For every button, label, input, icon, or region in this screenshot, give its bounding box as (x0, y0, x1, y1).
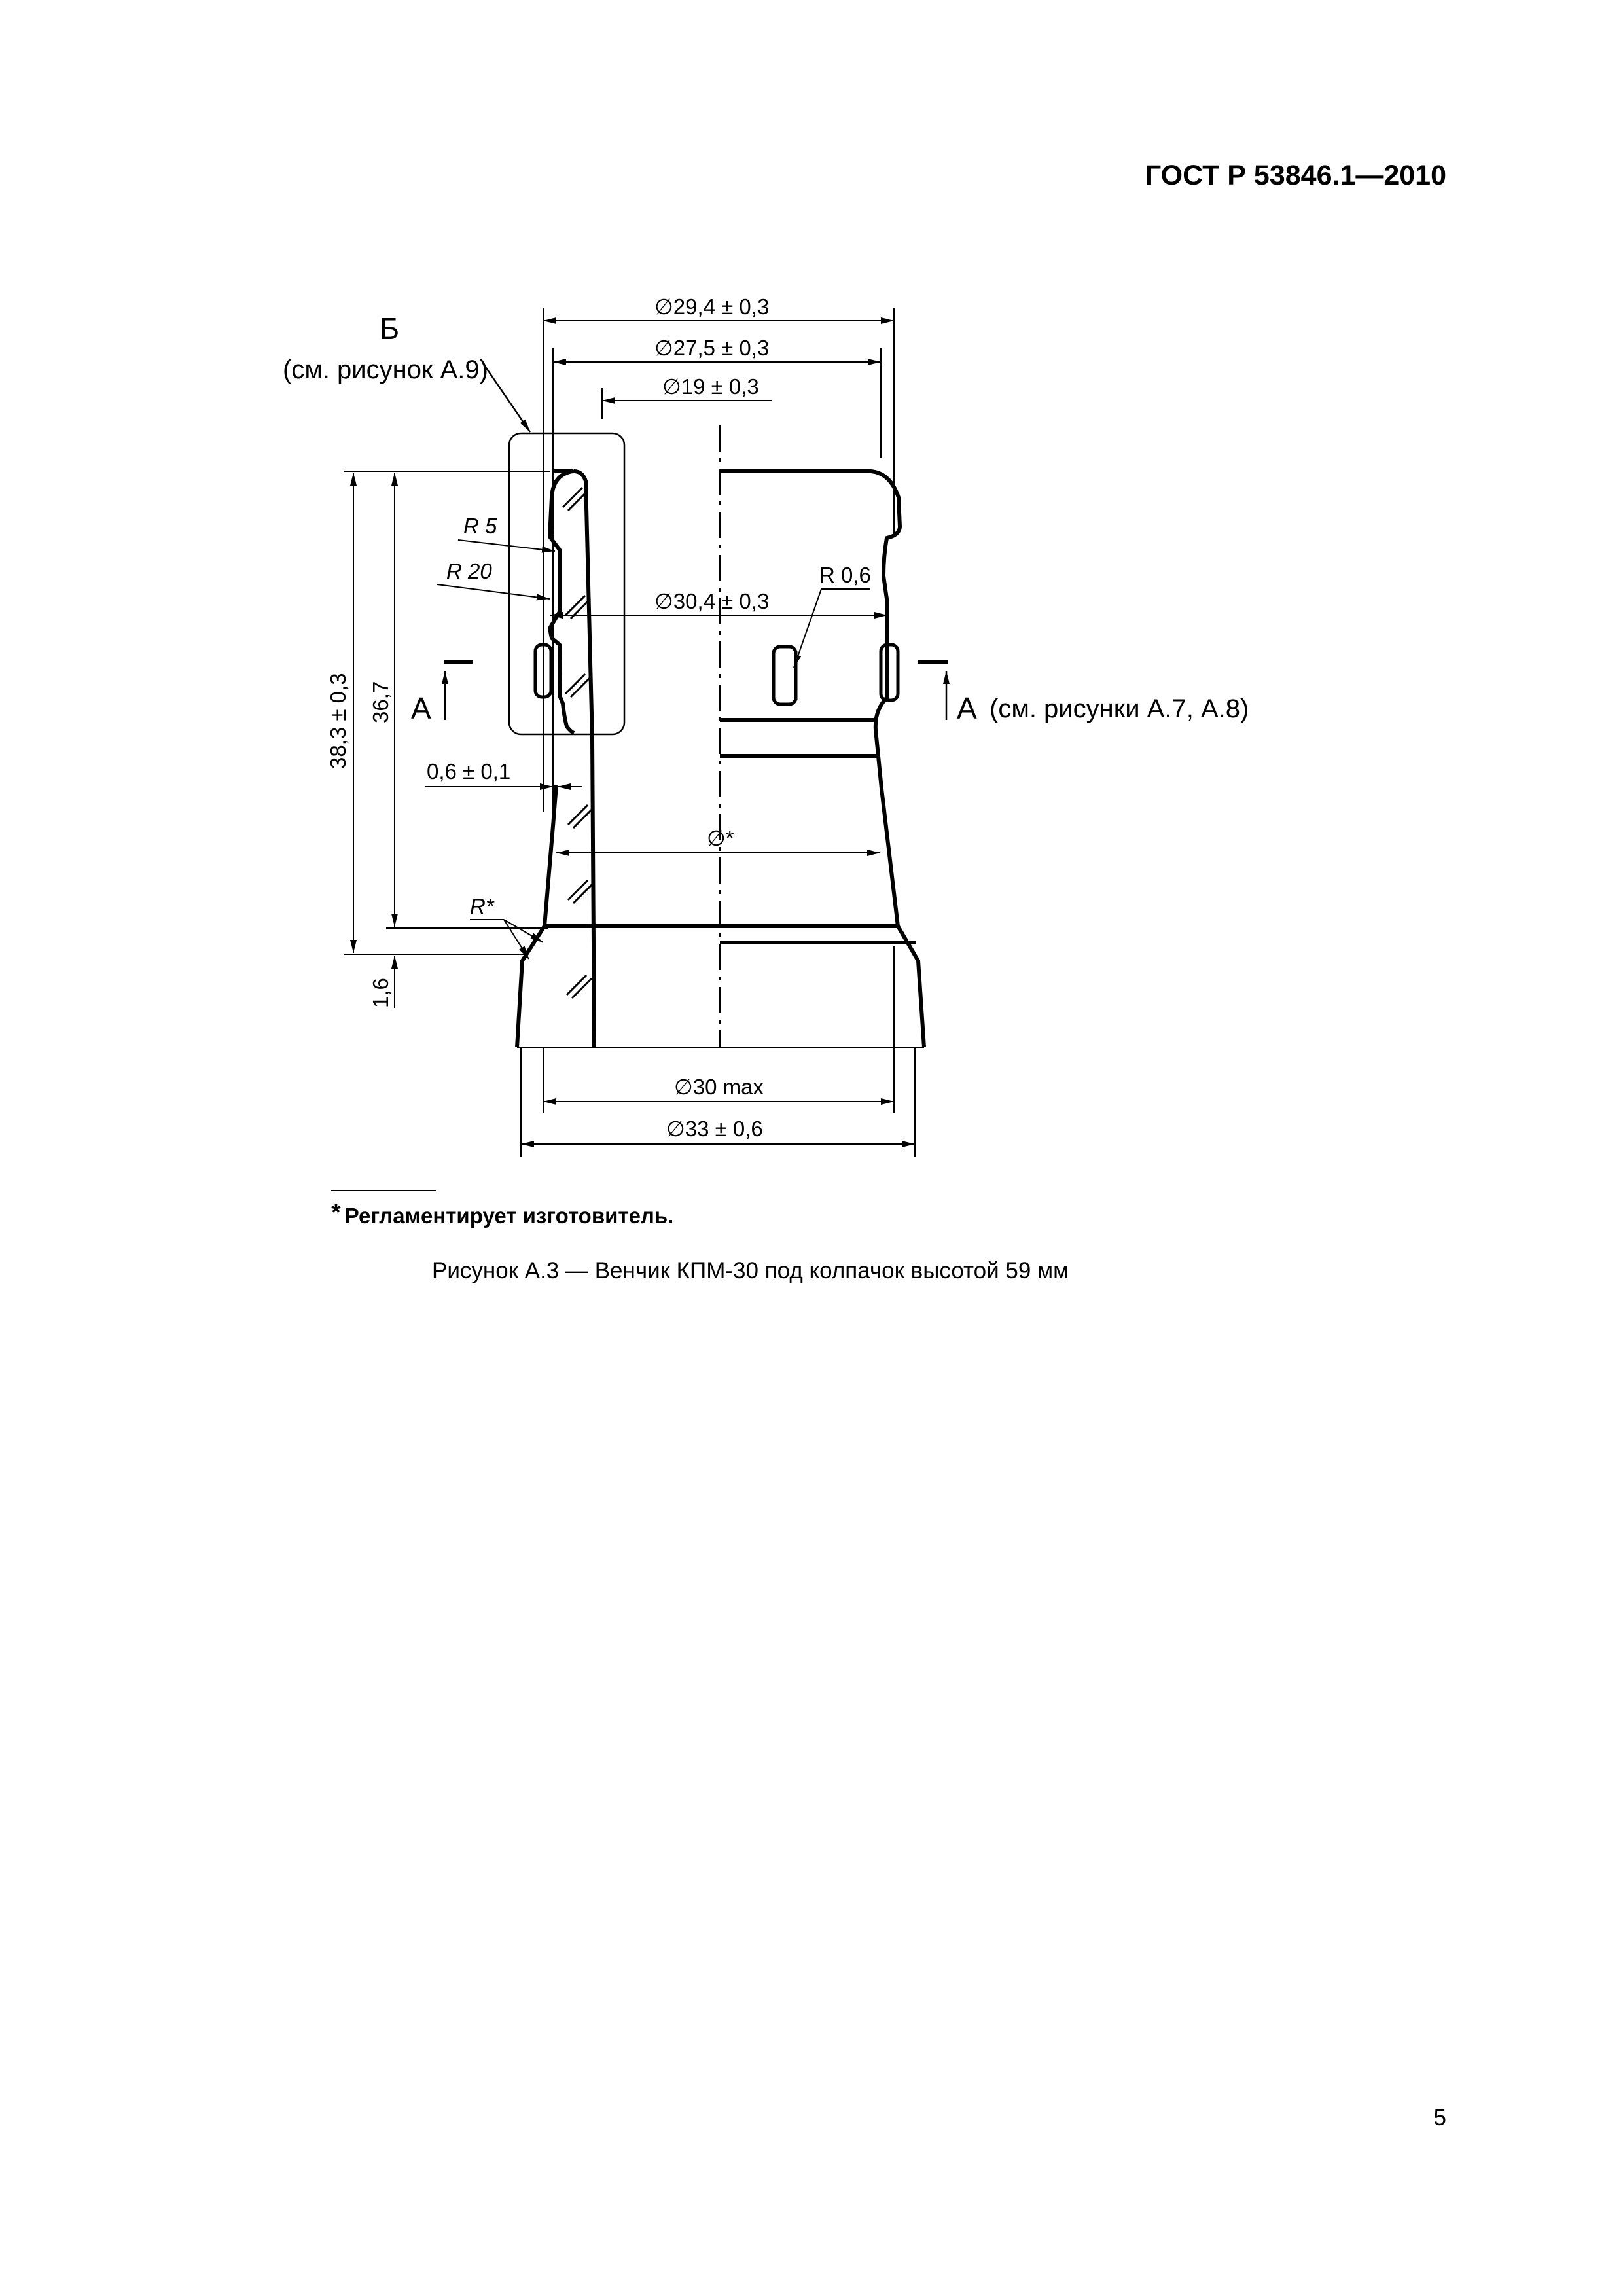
figure-caption: Рисунок А.3 — Венчик КПМ-30 под колпачок высотой 59 мм (432, 1258, 1069, 1283)
page-number: 5 (1433, 2105, 1446, 2130)
section-label-left: А (411, 691, 431, 725)
view-b-reference: (см. рисунок А.9) (283, 355, 488, 384)
dim-r5: R 5 (463, 514, 497, 538)
detail-b-frame (509, 433, 624, 734)
dim-r20: R 20 (446, 559, 492, 583)
footnote (331, 1199, 673, 1229)
section-marker-right (918, 662, 948, 720)
section-marker-left (444, 662, 473, 720)
dim-d30-4: ∅30,4 ± 0,3 (654, 589, 770, 613)
footnote-text: Регламентирует изготовитель. (344, 1204, 674, 1228)
dim-r0-6: R 0,6 (819, 563, 871, 587)
dim-h36-7: 36,7 (368, 681, 393, 723)
document-number: ГОСТ Р 53846.1—2010 (1145, 160, 1446, 191)
view-b-label: Б (380, 312, 400, 346)
dim-d30-max: ∅30 max (674, 1075, 764, 1099)
section-reference: (см. рисунки А.7, А.8) (990, 694, 1249, 723)
dim-d19: ∅19 ± 0,3 (662, 374, 759, 399)
section-label-right: А (957, 691, 977, 725)
dim-d27-5: ∅27,5 ± 0,3 (654, 336, 770, 360)
dim-gap-0-6: 0,6 ± 0,1 (427, 759, 511, 783)
dim-h38-3: 38,3 ± 0,3 (326, 673, 350, 769)
dim-h1-6: 1,6 (368, 978, 393, 1008)
dim-r-star: R* (470, 894, 494, 918)
dim-d29-4: ∅29,4 ± 0,3 (654, 295, 770, 319)
footnote-marker: * (331, 1199, 341, 1227)
footnote-rule (331, 1190, 436, 1191)
dim-d-star: ∅* (707, 826, 734, 850)
dim-d33: ∅33 ± 0,6 (666, 1117, 763, 1141)
